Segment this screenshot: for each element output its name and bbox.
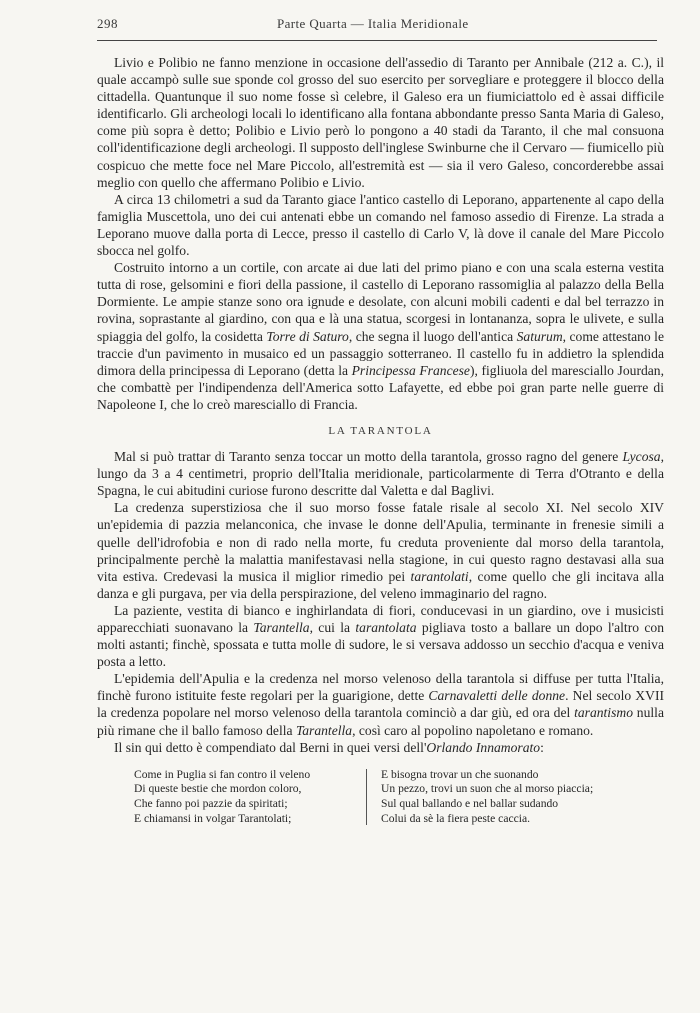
italic-text: tarantolati (410, 568, 469, 584)
verse-line: E chiamansi in volgar Tarantolati; (134, 811, 292, 825)
verse-line: Sul qual ballando e nel ballar sudando (381, 796, 559, 810)
verse-block (134, 768, 664, 826)
verse-divider (366, 769, 367, 825)
italic-text: Carnavaletti delle donne (428, 688, 566, 704)
text-run: Livio e Polibio ne fanno menzione in occasione dell'assedio di Taranto per Annibale (212 a. C.), il quale accampò sulle sue sponde col grosso del suo esercito per sorvegliare e proteggere il blocco della cittadella. Quantunque il suo nome fosse sì celebre, il Galeso era un fiumiciattolo ed è assai difficile identificarlo. Gli archeologi locali lo identificano alla fontana abbondante presso Santa Maria di Galeso, come più sopra è detto; Polibio e Livio però lo pongono a 40 stadi da Taranto, il che mal consuona coll'identificazione degli archeologi. Il supposto dell'inglese Swinburne che il Cervaro — fiumicello più cospicuo che mette foce nel Mare Piccolo, all'estremità est — sia il vero Galeso, concorderebbe assai meglio con quello che affermano Polibio e Livio. (97, 55, 664, 190)
page-number: 298 (97, 16, 118, 31)
italic-text: Tarantella (253, 620, 310, 635)
text-run: pigliava tosto a ballare un dopo l'altro con molti astanti; finchè, spossata e tutta molle di sudore, le si versava addosso un secchio d'acqua e veniva posta a letto. (97, 620, 664, 670)
paragraph (97, 602, 664, 670)
text-run: , lungo da 3 a 4 centimetri, proprio dell'Italia meridionale, particolarmente di Terra d'Otranto e della Spagna, le cui abitudini curiose furono descritte dal Valetta e dal Baglivi. (97, 449, 664, 499)
verse-column-right (381, 768, 613, 826)
italic-text: Saturum (516, 328, 563, 344)
paragraphs-top (97, 54, 664, 413)
italic-text: Torre di Saturo (266, 328, 349, 344)
italic-text: Principessa Francese (351, 362, 470, 378)
italic-text: Lycosa (622, 449, 661, 465)
text-run: . Nel secolo XVII la credenza popolare nel morso velenoso della tarantola cominciò a dar giù, ed ora del (97, 688, 664, 721)
paragraph (97, 191, 664, 259)
header-rule (97, 40, 657, 41)
italic-text: Tarantella (295, 722, 353, 738)
paragraphs-bottom (97, 448, 664, 756)
text-run: , come quello che gli incitava alla danza e gli purgava, per via della perspirazione, del veleno immaginario del ragno. (97, 568, 664, 601)
text-run: Mal si può trattar di Taranto senza toccar un motto della tarantola, grosso ragno del genere (114, 449, 623, 465)
text-run: , così caro al popolino napoletano e romano. (352, 722, 594, 738)
text-run: L'epidemia dell'Apulia e la credenza nel morso velenoso della tarantola si diffuse per tutta l'Italia, finchè furono istituite feste regolari per la guarigione, dette (97, 671, 664, 704)
text-run: : (540, 739, 544, 755)
italic-text: Orlando Innamorato (426, 739, 541, 755)
text-run: , che segna il luogo dell'antica (348, 328, 517, 344)
paragraph (97, 739, 664, 756)
running-title: Parte Quarta — Italia Meridionale (277, 16, 469, 31)
verse-line: Che fanno poi pazzie da spiritati; (134, 796, 288, 810)
text-run: , come attestano le traccie d'un pavimento in musaico ed un passaggio sotterraneo. Il castello fu in addietro la splendida dimora della principessa di Leporano (detta la (97, 328, 664, 378)
text-run: Costruito intorno a un cortile, con arcate ai due lati del primo piano e con una scala esterna vestita tutta di rose, gelsomini e fiori della passione, il castello di Leporano rassomiglia al palazzo della Bella Dormiente. Le ampie stanze sono ora ignude e desolate, con alcuni mobili cadenti e dal bel terrazzo in rovina, soprastante al giardino, con qua e là una statua, scorgesi in lontananza, sopra le ulivete, e sulla spiaggia del golfo, la cosidetta (97, 260, 664, 344)
verse-line: E bisogna trovar un che suonando (381, 767, 539, 781)
verse-line: Di queste bestie che mordon coloro, (134, 782, 302, 796)
verse-line: Come in Puglia si fan contro il veleno (134, 767, 311, 781)
text-run: La credenza superstiziosa che il suo morso fosse fatale risale al secolo XI. Nel secolo XIV un'epidemia di pazzia melanconica, che invase le donne dell'Apulia, terminante in frenesie simili a quelle dell'idrofobia e non di rado nella morte, fu creduta proveniente dal morso della tarantola, principalmente perchè la malattia manifestavasi nella stagione, in cui questo ragno destavasi alla sua vita estiva. Credevasi la musica il miglior rimedio pei (97, 500, 664, 584)
paragraph (97, 670, 664, 738)
verse-column-left (134, 768, 366, 826)
paragraph (97, 448, 664, 499)
paragraph (97, 54, 664, 191)
text-run: ), figliuola del maresciallo Jourdan, che combattè per l'indipendenza dell'America sotto Lafayette, ed ebbe poi gran parte nelle guerre di Napoleone I, che lo creò maresciallo di Francia. (97, 362, 664, 412)
italic-text: tarantolata (355, 620, 417, 635)
text-run: La paziente, vestita di bianco e inghirlandata di fiori, conducevasi in un giardino, ove i musicisti apparecchiati suonavano la (97, 602, 664, 635)
section-title: LA TARANTOLA (328, 424, 433, 437)
text-run: A circa 13 chilometri a sud da Taranto giace l'antico castello di Leporano, appartenente al capo della famiglia Muscettola, uno dei cui antenati ebbe un comando nel famoso assedio di Firenze. La strada a Leporano muove dalla porta di Lecce, presso il castello di Carlo V, là dove il canale del Mare Piccolo sbocca nel golfo. (97, 191, 664, 259)
verse-line: Colui da sè la fiera peste caccia. (381, 811, 531, 825)
italic-text: tarantismo (574, 705, 633, 721)
text-run: Il sin qui detto è compendiato dal Berni in quei versi dell' (114, 739, 427, 755)
paragraph (97, 259, 664, 413)
text-run: , cui la (309, 620, 356, 635)
body-text (97, 54, 664, 826)
paragraph (97, 499, 664, 602)
verse-line: Un pezzo, trovi un suon che al morso piaccia; (381, 782, 594, 796)
page-header (97, 14, 657, 34)
text-run: nulla più rimane che il ballo famoso della (97, 705, 664, 738)
